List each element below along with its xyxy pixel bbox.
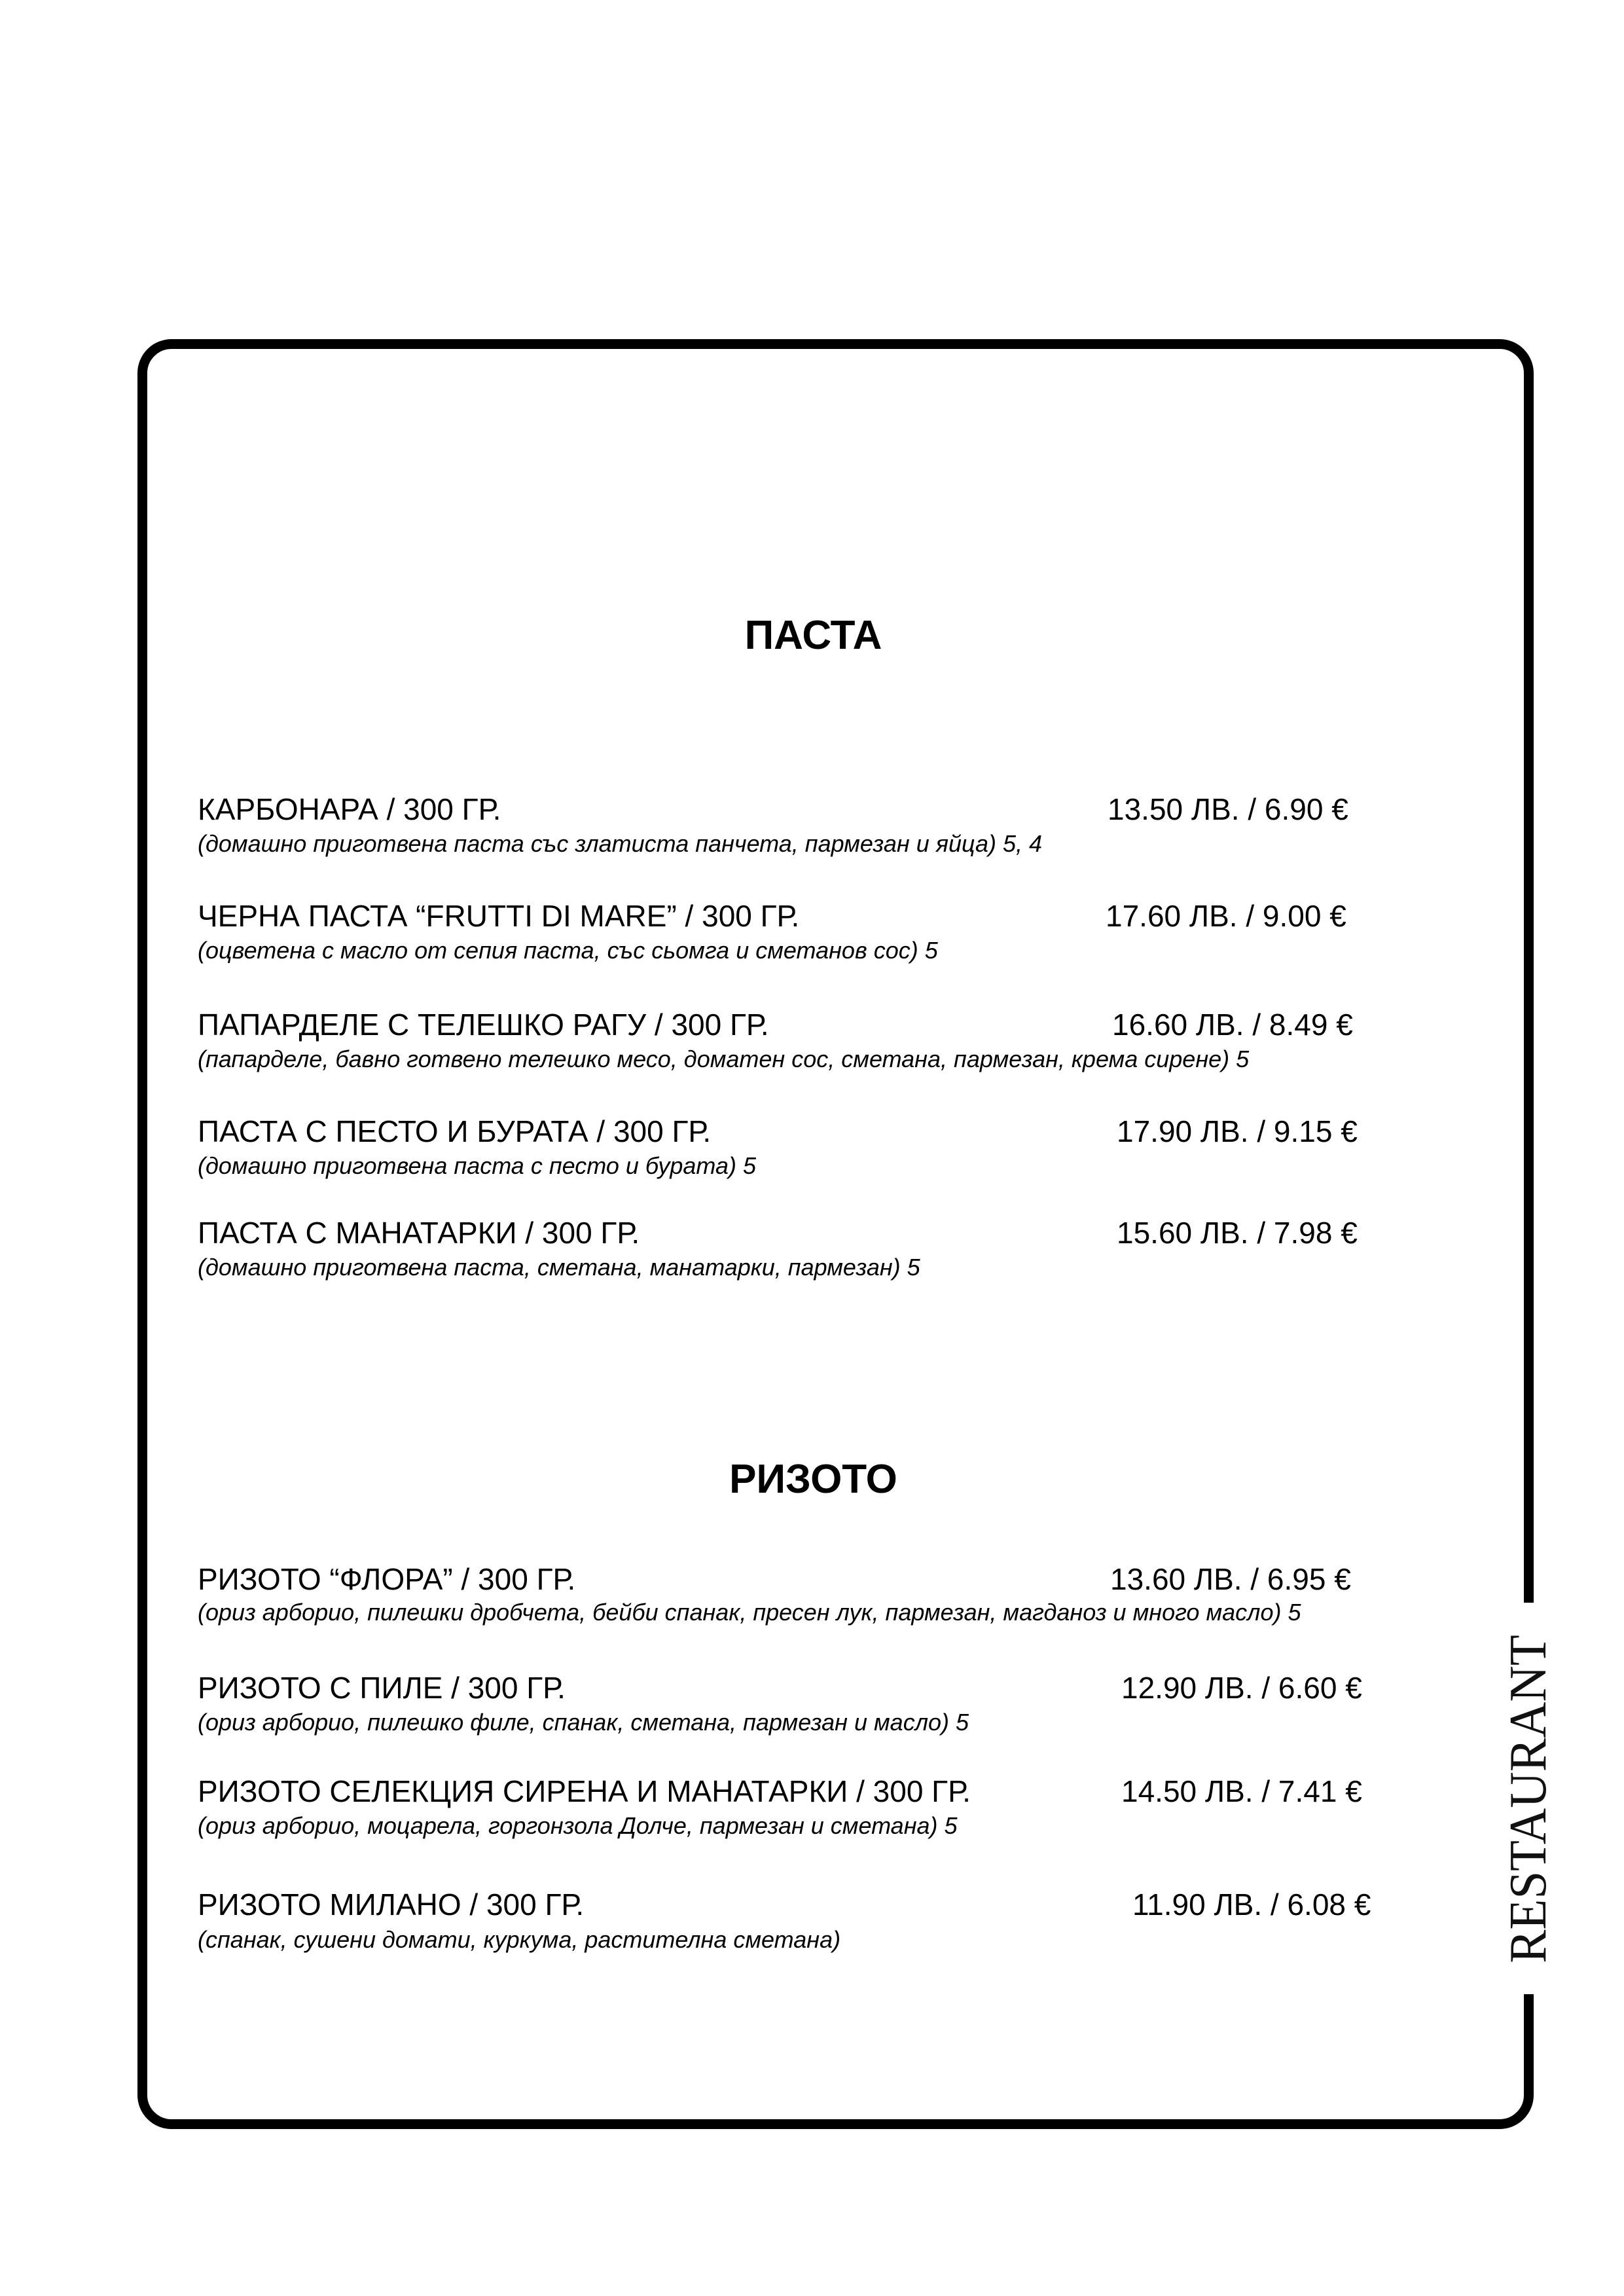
item-title: КАРБОНАРА / 300 ГР. xyxy=(198,792,501,826)
item-description: (домашно приготвена паста с песто и бурата) 5 xyxy=(198,1152,757,1179)
item-title: РИЗОТО С ПИЛЕ / 300 ГР. xyxy=(198,1671,566,1705)
item-price: 13.50 ЛВ. / 6.90 € xyxy=(1108,792,1348,826)
item-price: 17.90 ЛВ. / 9.15 € xyxy=(1117,1114,1358,1148)
item-price: 11.90 ЛВ. / 6.08 € xyxy=(1132,1887,1371,1922)
item-price: 12.90 ЛВ. / 6.60 € xyxy=(1121,1671,1362,1705)
section-heading-pasta: ПАСТА xyxy=(744,613,882,658)
item-title: РИЗОТО СЕЛЕКЦИЯ СИРЕНА И МАНАТАРКИ / 300 ГР. xyxy=(198,1774,971,1808)
item-title: ЧЕРНА ПАСТА “FRUTTI DI MARE” / 300 ГР. xyxy=(198,899,800,933)
item-title: ПАСТА С ПЕСТО И БУРАТА / 300 ГР. xyxy=(198,1114,712,1148)
item-description: (домашно приготвена паста, сметана, манатарки, пармезан) 5 xyxy=(198,1254,920,1281)
section-heading-risotto: РИЗОТО xyxy=(729,1457,897,1502)
item-title: ПАПАРДЕЛЕ С ТЕЛЕШКО РАГУ / 300 ГР. xyxy=(198,1008,769,1042)
restaurant-label: RESTAURANT xyxy=(1500,1635,1557,1963)
item-price: 16.60 ЛВ. / 8.49 € xyxy=(1112,1008,1353,1042)
item-description: (ориз арборио, моцарела, горгонзола Долче, пармезан и сметана) 5 xyxy=(198,1812,958,1839)
item-description: (ориз арборио, пилешки дробчета, бейби спанак, пресен лук, пармезан, магданоз и много масло) 5 xyxy=(198,1599,1301,1626)
item-description: (оцветена с масло от сепия паста, със сьомга и сметанов сос) 5 xyxy=(198,937,938,964)
item-price: 14.50 ЛВ. / 7.41 € xyxy=(1121,1774,1362,1808)
item-title: РИЗОТО МИЛАНО / 300 ГР. xyxy=(198,1887,585,1922)
item-title: ПАСТА С МАНАТАРКИ / 300 ГР. xyxy=(198,1216,640,1250)
item-price: 13.60 ЛВ. / 6.95 € xyxy=(1110,1562,1351,1596)
item-description: (домашно приготвена паста със златиста панчета, пармезан и яйца) 5, 4 xyxy=(198,830,1043,857)
item-description: (спанак, сушени домати, куркума, растителна сметана) xyxy=(198,1926,841,1953)
item-price: 17.60 ЛВ. / 9.00 € xyxy=(1106,899,1346,933)
item-price: 15.60 ЛВ. / 7.98 € xyxy=(1117,1216,1358,1250)
item-title: РИЗОТО “ФЛОРА” / 300 ГР. xyxy=(198,1562,576,1596)
item-description: (папарделе, бавно готвено телешко месо, доматен сос, сметана, пармезан, крема сирене) 5 xyxy=(198,1046,1250,1072)
item-description: (ориз арборио, пилешко филе, спанак, сметана, пармезан и масло) 5 xyxy=(198,1709,969,1736)
